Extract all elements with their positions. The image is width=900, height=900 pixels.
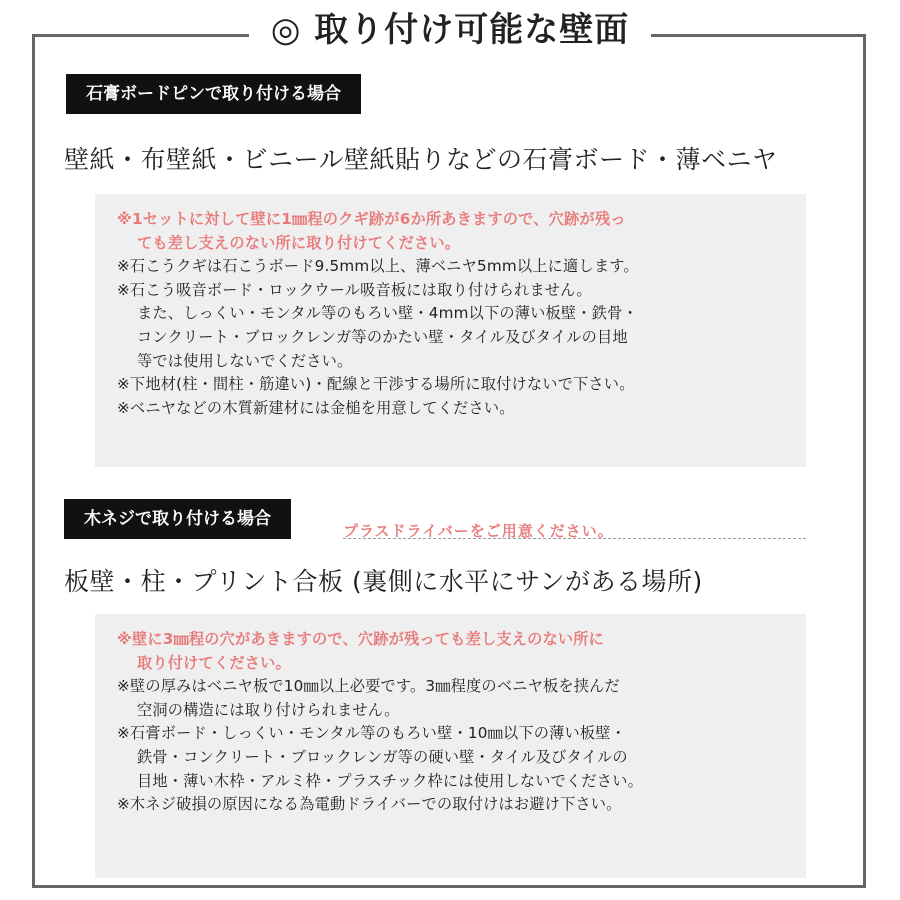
section2-label: 木ネジで取り付ける場合 — [64, 499, 291, 539]
section2-tool-note-text: プラスドライバーをご用意ください。 — [343, 522, 614, 540]
section2-tool-note — [343, 520, 806, 539]
section1-note-line: ても差し支えのない所に取り付けてください。 — [137, 233, 461, 252]
section1-label: 石膏ボードピンで取り付ける場合 — [66, 74, 361, 114]
section1-note-line: また、しっくい・モンタル等のもろい壁・4mm以下の薄い板壁・鉄骨・ — [137, 304, 638, 323]
section1-note-line: ※ベニヤなどの木質新建材には金槌を用意してください。 — [117, 398, 515, 417]
section1-note-line: 等では使用しないでください。 — [137, 351, 353, 370]
section2-note-line: 空洞の構造には取り付けられません。 — [137, 700, 400, 719]
section2-note-line: ※壁に3㎜程の穴があきますので、穴跡が残っても差し支えのない所に — [117, 630, 605, 648]
page-title: ◎ 取り付け可能な壁面 — [249, 4, 652, 56]
section2-note-line: ※石膏ボード・しっくい・モンタル等のもろい壁・10㎜以下の薄い板壁・ — [117, 724, 627, 743]
section2-notes-box — [95, 614, 806, 878]
section1-heading: 壁紙・布壁紙・ビニール壁紙貼りなどの石膏ボード・薄ベニヤ — [64, 145, 778, 174]
section1-note-line: ※石こうクギは石こうボード9.5mm以上、薄ベニヤ5mm以上に適します。 — [117, 257, 639, 276]
section1-notes-box — [95, 194, 806, 467]
section2-note-line: 目地・薄い木枠・アルミ枠・プラスチック枠には使用しないでください。 — [137, 771, 643, 790]
section1-note-line: ※石こう吸音ボード・ロックウール吸音板には取り付けられません。 — [117, 280, 592, 299]
section2-note-line: 鉄骨・コンクリート・ブロックレンガ等の硬い壁・タイル及びタイルの — [137, 747, 628, 766]
title-bar — [0, 4, 900, 56]
section1-note-line: コンクリート・ブロックレンガ等のかたい壁・タイル及びタイルの目地 — [137, 327, 628, 346]
section2-note-line: 取り付けてください。 — [137, 653, 291, 672]
section2-note-line: ※木ネジ破損の原因になる為電動ドライバーでの取付けはお避け下さい。 — [117, 795, 622, 814]
section2-heading: 板壁・柱・プリント合板 (裏側に水平にサンがある場所) — [64, 567, 703, 596]
section2-note-line: ※壁の厚みはベニヤ板で10㎜以上必要です。3㎜程度のベニヤ板を挟んだ — [117, 677, 620, 696]
section1-note-line: ※1セットに対して壁に1㎜程のクギ跡が6か所あきますので、穴跡が残っ — [117, 210, 626, 228]
section1-note-line: ※下地材(柱・間柱・筋違い)・配線と干渉する場所に取付けないで下さい。 — [117, 375, 635, 394]
